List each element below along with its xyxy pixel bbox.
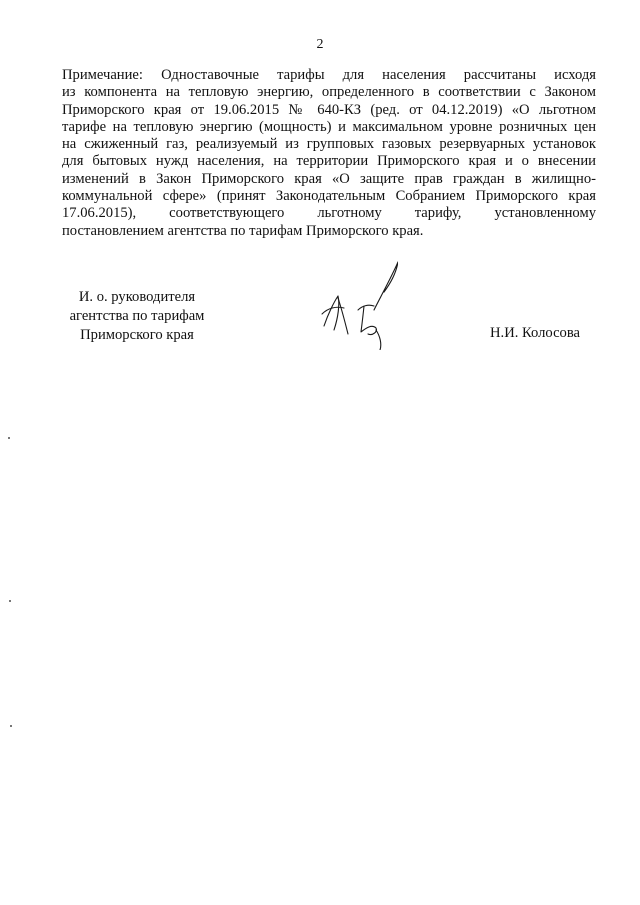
page-number: 2 — [316, 37, 324, 52]
note-line: на сжиженный газ, реализуемый из групповых газовых резервуарных установок — [62, 136, 596, 153]
note-line: 17.06.2015), соответствующего льготному тарифу, установленному — [62, 205, 596, 222]
scan-speck — [8, 437, 10, 439]
signer-title-line: И. о. руководителя — [78, 289, 196, 305]
scan-speck — [9, 600, 11, 602]
note-line: Примечание: Одноставочные тарифы для населения рассчитаны исходя — [62, 67, 596, 83]
signer-name: Н.И. Колосова — [490, 325, 581, 341]
note-line: изменений в Закон Приморского края «О защите прав граждан в жилищно- — [62, 170, 596, 187]
handwritten-signature — [318, 258, 398, 350]
signer-title — [62, 288, 212, 345]
signer-title-line: агентства по тарифам — [69, 308, 205, 324]
note-line: постановлением агентства по тарифам Приморского края. — [62, 222, 424, 239]
signer-title-line: Приморского края — [80, 327, 194, 343]
note-line: Приморского края от 19.06.2015 № 640-КЗ (ред. от 04.12.2019) «О льготном — [62, 101, 596, 118]
note-line: для бытовых нужд населения, на территории Приморского края и о внесении — [62, 153, 596, 170]
note-line: из компонента на тепловую энергию, определенного в соответствии с Законом — [62, 84, 596, 101]
note-line: коммунальной сфере» (принят Законодательным Собранием Приморского края — [62, 188, 596, 205]
note-line: тарифе на тепловую энергию (мощность) и максимальном уровне розничных цен — [62, 118, 596, 135]
scan-speck — [10, 725, 12, 727]
tariff-note — [62, 67, 596, 240]
